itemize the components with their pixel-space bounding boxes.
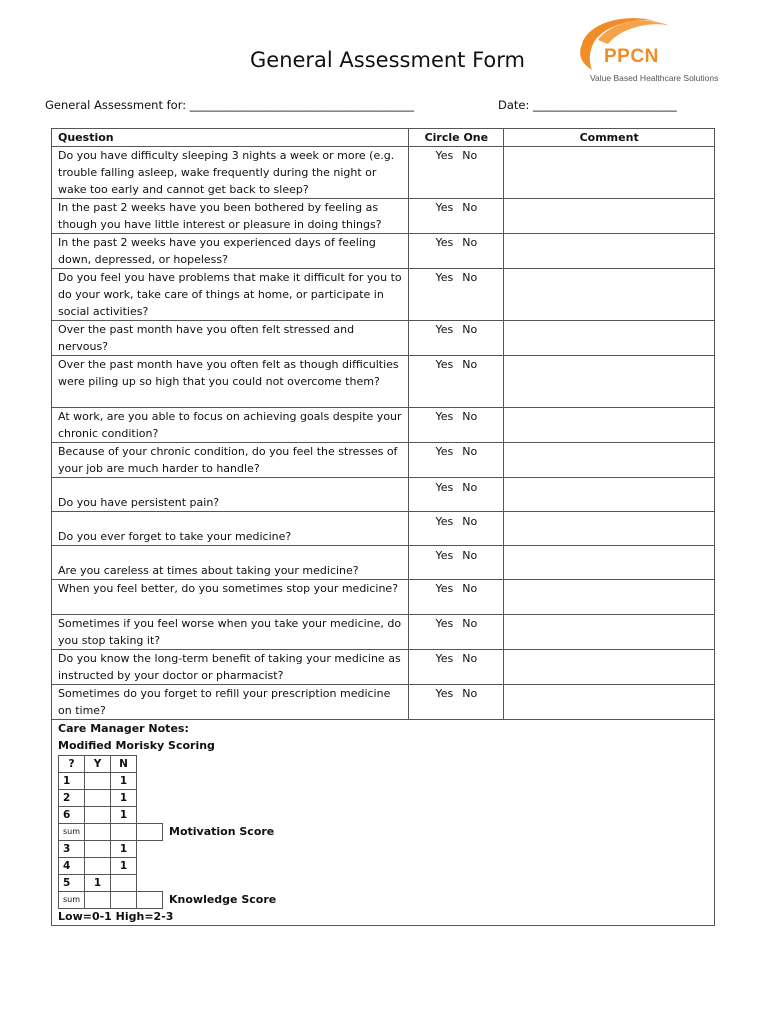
grid-cell: 4 [59, 858, 85, 875]
grid-cell[interactable] [85, 841, 111, 858]
motivation-score-label: Motivation Score [169, 825, 275, 838]
knowledge-score-label: Knowledge Score [169, 893, 277, 906]
question-text: Sometimes if you feel worse when you take your medicine, do you stop taking it? [52, 615, 409, 650]
circle-one-cell [409, 269, 504, 321]
no-option[interactable]: No [462, 652, 478, 665]
circle-one-cell [409, 321, 504, 356]
no-option[interactable]: No [462, 687, 478, 700]
score-legend: Low=0-1 High=2-3 [58, 910, 174, 923]
yes-option[interactable]: Yes [435, 410, 454, 423]
grid-cell[interactable] [111, 875, 137, 892]
yes-option[interactable]: Yes [435, 149, 454, 162]
yes-option[interactable]: Yes [435, 271, 454, 284]
grid-cell[interactable] [85, 773, 111, 790]
comment-cell[interactable] [504, 650, 715, 685]
comment-cell[interactable] [504, 321, 715, 356]
comment-cell[interactable] [504, 408, 715, 443]
comment-cell[interactable] [504, 234, 715, 269]
yes-option[interactable]: Yes [435, 358, 454, 371]
grid-cell[interactable]: 1 [111, 858, 137, 875]
comment-cell[interactable] [504, 199, 715, 234]
question-text: Do you have difficulty sleeping 3 nights a week or more (e.g. trouble falling asleep, wake frequently during the night or wake too early and cannot get back to sleep? [52, 147, 409, 199]
comment-cell[interactable] [504, 512, 715, 546]
comment-cell[interactable] [504, 546, 715, 580]
motivation-score-box[interactable] [137, 824, 163, 841]
grid-cell: 6 [59, 807, 85, 824]
circle-one-cell [409, 546, 504, 580]
no-option[interactable]: No [462, 582, 478, 595]
comment-cell[interactable] [504, 580, 715, 615]
question-row [52, 234, 715, 269]
knowledge-score-box[interactable] [137, 892, 163, 909]
grid-cell[interactable]: 1 [111, 773, 137, 790]
comment-cell[interactable] [504, 356, 715, 408]
grid-cell[interactable]: 1 [111, 790, 137, 807]
grid-cell[interactable] [85, 790, 111, 807]
grid-cell[interactable]: 1 [85, 875, 111, 892]
circle-one-cell [409, 147, 504, 199]
yes-option[interactable]: Yes [435, 201, 454, 214]
question-row [52, 269, 715, 321]
comment-cell[interactable] [504, 478, 715, 512]
sum-y-cell[interactable] [85, 892, 111, 909]
sum-n-cell[interactable] [111, 824, 137, 841]
care-manager-notes[interactable] [52, 720, 715, 926]
assessment-for-field[interactable]: General Assessment for: _______________________________________ [45, 98, 415, 112]
circle-one-cell [409, 512, 504, 546]
grid-cell[interactable] [85, 858, 111, 875]
grid-cell: 2 [59, 790, 85, 807]
page-title: General Assessment Form [250, 48, 525, 72]
question-text: In the past 2 weeks have you been bothered by feeling as though you have little interest or pleasure in doing things? [52, 199, 409, 234]
grid-cell[interactable]: 1 [111, 807, 137, 824]
question-row [52, 408, 715, 443]
comment-cell[interactable] [504, 269, 715, 321]
yes-option[interactable]: Yes [435, 481, 454, 494]
question-row [52, 615, 715, 650]
logo-tagline: Value Based Healthcare Solutions [590, 73, 719, 83]
date-field[interactable]: Date: _________________________ [498, 98, 677, 112]
question-text: In the past 2 weeks have you experienced days of feeling down, depressed, or hopeless? [52, 234, 409, 269]
grid-cell: 1 [59, 773, 85, 790]
grid-cell: 5 [59, 875, 85, 892]
question-row [52, 580, 715, 615]
yes-option[interactable]: Yes [435, 445, 454, 458]
yes-option[interactable]: Yes [435, 652, 454, 665]
sum-label: sum [59, 892, 85, 909]
no-option[interactable]: No [462, 549, 478, 562]
no-option[interactable]: No [462, 201, 478, 214]
logo-name: PPCN [604, 46, 659, 67]
question-text: Do you feel you have problems that make it difficult for you to do your work, take care of things at home, or participate in social activities? [52, 269, 409, 321]
question-row [52, 685, 715, 720]
grid-cell[interactable] [85, 807, 111, 824]
question-text: Do you know the long-term benefit of taking your medicine as instructed by your doctor or pharmacist? [52, 650, 409, 685]
yes-option[interactable]: Yes [435, 582, 454, 595]
circle-one-cell [409, 478, 504, 512]
comment-cell[interactable] [504, 443, 715, 478]
circle-one-cell [409, 199, 504, 234]
question-text: Because of your chronic condition, do you feel the stresses of your job are much harder to handle? [52, 443, 409, 478]
morisky-scoring-title: Modified Morisky Scoring [58, 739, 215, 752]
no-option[interactable]: No [462, 149, 478, 162]
yes-option[interactable]: Yes [435, 617, 454, 630]
question-row [52, 478, 715, 512]
comment-cell[interactable] [504, 615, 715, 650]
yes-option[interactable]: Yes [435, 515, 454, 528]
question-text: Are you careless at times about taking your medicine? [52, 546, 409, 580]
comment-cell[interactable] [504, 147, 715, 199]
circle-one-cell [409, 615, 504, 650]
sum-label: sum [59, 824, 85, 841]
yes-option[interactable]: Yes [435, 236, 454, 249]
no-option[interactable]: No [462, 236, 478, 249]
question-row [52, 356, 715, 408]
sum-y-cell[interactable] [85, 824, 111, 841]
question-row [52, 650, 715, 685]
circle-one-cell [409, 234, 504, 269]
question-header: Question [52, 129, 409, 147]
no-option[interactable]: No [462, 358, 478, 371]
question-row [52, 147, 715, 199]
question-text: Sometimes do you forget to refill your prescription medicine on time? [52, 685, 409, 720]
question-row [52, 199, 715, 234]
no-option[interactable]: No [462, 271, 478, 284]
question-row [52, 546, 715, 580]
grid-header-y: Y [85, 756, 111, 773]
circle-one-header: Circle One [409, 129, 504, 147]
question-text: When you feel better, do you sometimes stop your medicine? [52, 580, 409, 615]
question-row [52, 321, 715, 356]
question-text: Over the past month have you often felt as though difficulties were piling up so high that you could not overcome them? [52, 356, 409, 408]
question-text: Do you have persistent pain? [52, 478, 409, 512]
comment-cell[interactable] [504, 685, 715, 720]
care-manager-notes-title: Care Manager Notes: [58, 722, 189, 735]
no-option[interactable]: No [462, 323, 478, 336]
morisky-grid [58, 755, 277, 909]
grid-cell: 3 [59, 841, 85, 858]
yes-option[interactable]: Yes [435, 549, 454, 562]
sum-n-cell[interactable] [111, 892, 137, 909]
no-option[interactable]: No [462, 617, 478, 630]
question-text: At work, are you able to focus on achieving goals despite your chronic condition? [52, 408, 409, 443]
circle-one-cell [409, 580, 504, 615]
circle-one-cell [409, 443, 504, 478]
grid-header-q: ? [59, 756, 85, 773]
assessment-table [51, 128, 715, 926]
grid-header-n: N [111, 756, 137, 773]
question-row [52, 512, 715, 546]
circle-one-cell [409, 356, 504, 408]
circle-one-cell [409, 685, 504, 720]
no-option[interactable]: No [462, 481, 478, 494]
question-row [52, 443, 715, 478]
no-option[interactable]: No [462, 515, 478, 528]
circle-one-cell [409, 408, 504, 443]
circle-one-cell [409, 650, 504, 685]
yes-option[interactable]: Yes [435, 323, 454, 336]
grid-cell[interactable]: 1 [111, 841, 137, 858]
no-option[interactable]: No [462, 445, 478, 458]
no-option[interactable]: No [462, 410, 478, 423]
comment-header: Comment [504, 129, 715, 147]
question-text: Do you ever forget to take your medicine? [52, 512, 409, 546]
question-text: Over the past month have you often felt stressed and nervous? [52, 321, 409, 356]
yes-option[interactable]: Yes [435, 687, 454, 700]
